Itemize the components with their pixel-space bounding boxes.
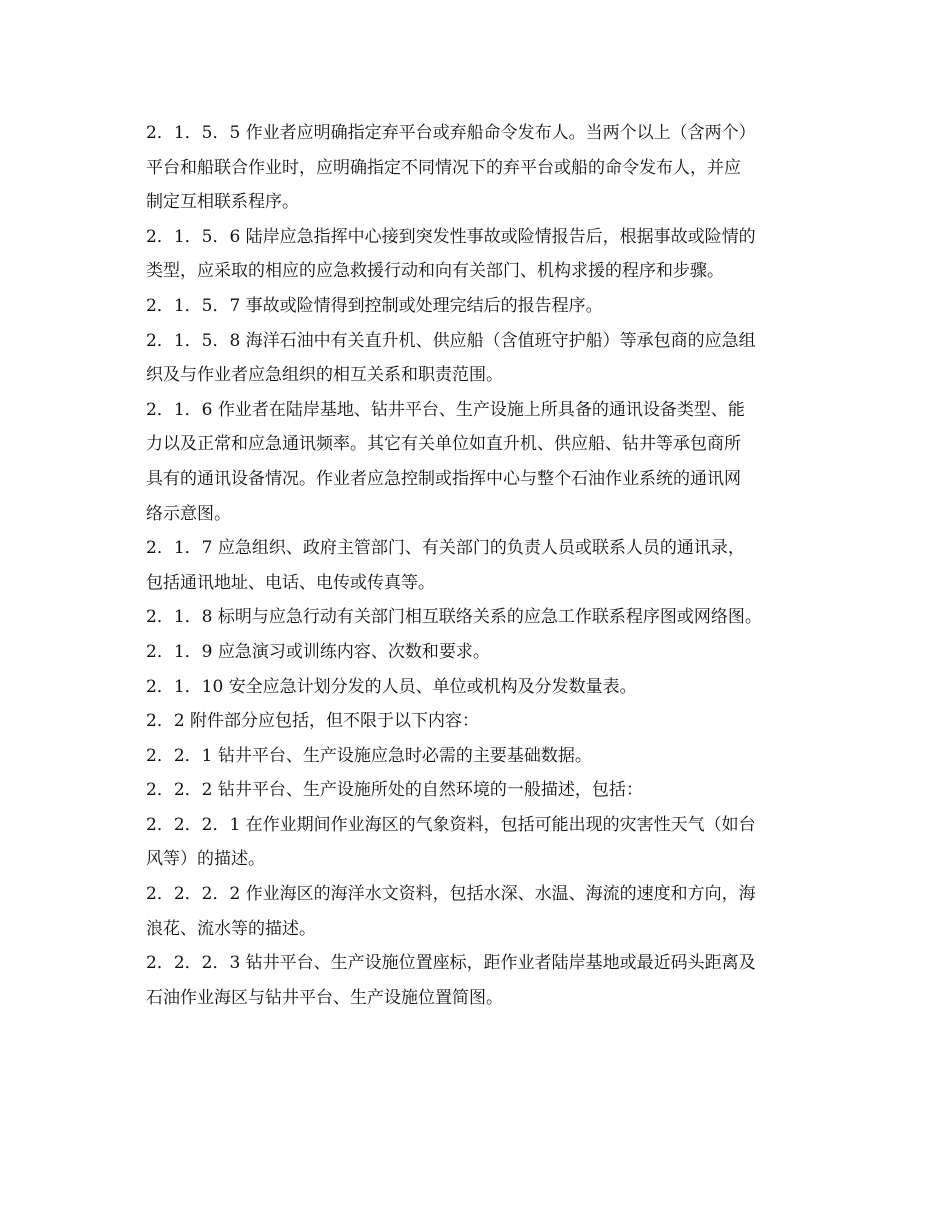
text-line: 2．2．2．3 钻井平台、生产设施位置座标，距作业者陆岸基地或最近码头距离及 — [146, 953, 756, 974]
text-line: 2．1．7 应急组织、政府主管部门、有关部门的负责人员或联系人员的通讯录， — [146, 538, 745, 559]
text-line: 络示意图。 — [146, 503, 231, 524]
text-line: 包括通讯地址、电话、电传或传真等。 — [146, 572, 435, 593]
text-line: 织及与作业者应急组织的相互关系和职责范围。 — [146, 365, 503, 386]
text-line: 2．1．8 标明与应急行动有关部门相互联络关系的应急工作联系程序图或网络图。 — [146, 607, 762, 628]
text-line: 2．1．9 应急演习或训练内容、次数和要求。 — [146, 641, 490, 662]
text-line: 2．1．5．8 海洋石油中有关直升机、供应船（含值班守护船）等承包商的应急组 — [146, 330, 756, 351]
text-line: 石油作业海区与钻井平台、生产设施位置简图。 — [146, 987, 503, 1008]
text-line: 2．2 附件部分应包括，但不限于以下内容： — [146, 711, 480, 732]
text-line: 制定互相联系程序。 — [146, 192, 299, 213]
text-line: 2．1．10 安全应急计划分发的人员、单位或机构及分发数量表。 — [146, 676, 637, 697]
text-line: 类型，应采取的相应的应急救援行动和向有关部门、机构求援的程序和步骤。 — [146, 261, 724, 282]
document-body — [146, 116, 816, 1015]
text-line: 2．2．2．2 作业海区的海洋水文资料，包括水深、水温、海流的速度和方向，海 — [146, 884, 756, 905]
text-line: 2．2．1 钻井平台、生产设施应急时必需的主要基础数据。 — [146, 745, 592, 766]
text-line: 2．1．5．7 事故或险情得到控制或处理完结后的报告程序。 — [146, 295, 603, 316]
text-line: 力以及正常和应急通讯频率。其它有关单位如直升机、供应船、钻井等承包商所 — [146, 434, 741, 455]
text-line: 风等）的描述。 — [146, 849, 265, 870]
text-line: 具有的通讯设备情况。作业者应急控制或指挥中心与整个石油作业系统的通讯网 — [146, 468, 741, 489]
text-line: 浪花、流水等的描述。 — [146, 918, 316, 939]
text-line: 2．1．5．6 陆岸应急指挥中心接到突发性事故或险情报告后，根据事故或险情的 — [146, 226, 756, 247]
text-line: 2．1．5．5 作业者应明确指定弃平台或弃船命令发布人。当两个以上（含两个） — [146, 123, 756, 143]
text-line: 2．2．2 钻井平台、生产设施所处的自然环境的一般描述，包括： — [146, 780, 643, 801]
text-line: 2．1．6 作业者在陆岸基地、钻井平台、生产设施上所具备的通讯设备类型、能 — [146, 399, 745, 420]
text-line: 平台和船联合作业时，应明确指定不同情况下的弃平台或船的命令发布人，并应 — [146, 157, 741, 178]
text-line: 2．2．2．1 在作业期间作业海区的气象资料，包括可能出现的灾害性天气（如台 — [146, 814, 756, 835]
